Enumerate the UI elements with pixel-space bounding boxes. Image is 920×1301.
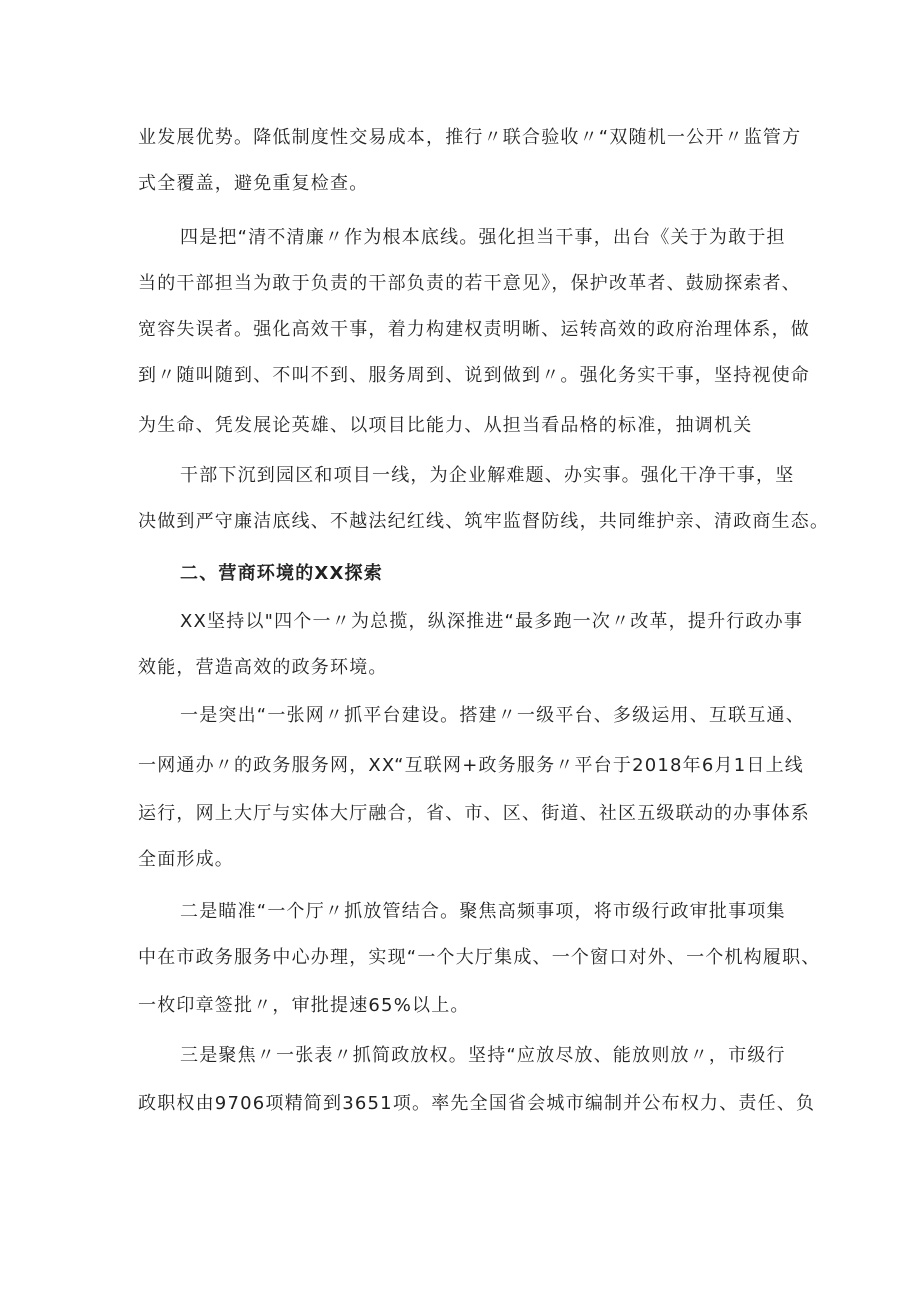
text-line: 到〃随叫随到、不叫不到、服务周到、说到做到〃。强化务实干事，坚持视使命 [138,365,810,386]
text-line: 干部下沉到园区和项目一线，为企业解难题、办实事。强化干净干事，坚 [180,465,795,486]
text-line: 决做到严守廉洁底线、不越法纪红线、筑牢监督防线，共同维护亲、清政商生态。 [138,511,830,532]
text-line: 一网通办〃的政务服务网，XX“互联网+政务服务〃平台于2018年6月1日上线 [138,755,804,776]
text-line: 一是突出“一张网〃抓平台建设。搭建〃一级平台、多级运用、互联互通、 [180,705,805,726]
text-line: 中在市政务服务中心办理，实现“一个大厅集成、一个窗口对外、一个机构履职、 [138,947,821,968]
text-line: 宽容失误者。强化高效干事，着力构建权责明晰、运转高效的政府治理体系，做 [138,319,810,340]
section-heading: 二、营商环境的XX探索 [180,563,383,584]
text-line: XX坚持以"四个一〃为总揽，纵深推进“最多跑一次〃改革，提升行政办事 [180,611,804,632]
text-line: 当的干部担当为敢于负责的干部负责的若干意见》，保护改革者、鼓励探索者、 [138,273,801,294]
text-line: 四是把“清不清廉〃作为根本底线。强化担当干事，出台《关于为敢于担 [180,227,786,248]
text-line: 效能，营造高效的政务环境。 [138,657,388,678]
text-line: 一枚印章签批〃，审批提速65%以上。 [138,995,470,1016]
text-line: 运行，网上大厅与实体大厅融合，省、市、区、街道、社区五级联动的办事体系 [138,803,810,824]
text-line: 全面形成。 [138,849,234,870]
text-line: 三是聚焦〃一张表〃抓简政放权。坚持“应放尽放、能放则放〃，市级行 [180,1045,786,1066]
text-line: 业发展优势。降低制度性交易成本，推行〃联合验收〃“双随机一公开〃监管方 [138,127,802,148]
text-line: 式全覆盖，避免重复检查。 [138,173,369,194]
text-line: 为生命、凭发展论英雄、以项目比能力、从担当看品格的标准，抽调机关 [138,415,753,436]
text-line: 政职权由9706项精简到3651项。率先全国省会城市编制并公布权力、责任、负 [138,1093,816,1114]
text-line: 二是瞄准“一个厅〃抓放管结合。聚焦高频事项，将市级行政审批事项集 [180,901,786,922]
